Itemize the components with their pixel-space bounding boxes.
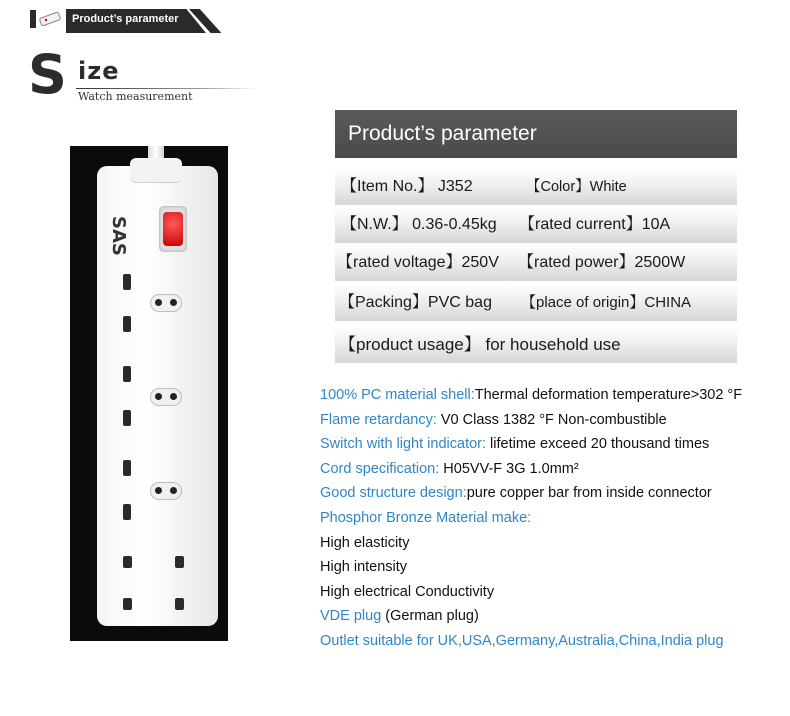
spec-line xyxy=(320,531,788,556)
spec-value: V0 Class 1382 °F Non-combustible xyxy=(436,411,667,428)
product-photo xyxy=(70,146,228,641)
power-switch xyxy=(159,206,187,252)
param-row xyxy=(335,285,737,321)
spec-label: VDE plug xyxy=(320,608,382,625)
param-row xyxy=(335,207,737,243)
param-rated-voltage: 【rated voltage】250V xyxy=(337,254,499,271)
size-underline xyxy=(76,88,256,89)
socket-dot xyxy=(175,556,184,568)
spec-line xyxy=(320,580,788,605)
socket-round xyxy=(150,294,182,312)
spec-label: Outlet suitable for UK,USA,Germany,Australia,China,India plug xyxy=(320,632,724,649)
param-net-weight: 【N.W.】 0.36-0.45kg xyxy=(341,216,497,233)
spec-label: Flame retardancy: xyxy=(320,411,437,428)
param-item-no: 【Item No.】 J352 xyxy=(341,178,473,195)
socket-slot xyxy=(123,274,131,290)
param-packing: 【Packing】PVC bag xyxy=(339,294,492,311)
size-heading xyxy=(28,43,258,106)
spec-value: High elasticity xyxy=(320,534,410,551)
size-subtitle: Watch measurement xyxy=(78,90,193,103)
socket-dot xyxy=(123,556,132,568)
param-product-usage: 【product usage】 for household use xyxy=(339,335,621,354)
spec-line xyxy=(320,555,788,580)
spec-label: Switch with light indicator: xyxy=(320,436,487,453)
socket-dot xyxy=(175,598,184,610)
spec-value: H05VV-F 3G 1.0mm² xyxy=(439,460,579,477)
spec-label: Good structure design: xyxy=(320,485,467,502)
spec-line xyxy=(320,629,788,654)
param-row xyxy=(335,245,737,281)
socket-slot xyxy=(123,504,131,520)
spec-value: Thermal deformation temperature>302 °F xyxy=(474,387,743,403)
power-strip-icon xyxy=(28,8,62,30)
spec-line xyxy=(320,408,788,433)
spec-line xyxy=(320,506,788,531)
spec-value: High intensity xyxy=(320,559,408,576)
param-row xyxy=(335,169,737,205)
spec-value: High electrical Conductivity xyxy=(320,583,495,600)
top-banner xyxy=(22,4,207,30)
socket-slot xyxy=(123,316,131,332)
param-rated-power: 【rated power】2500W xyxy=(518,254,686,271)
cord-cap xyxy=(130,158,182,183)
param-row xyxy=(335,327,737,363)
socket-round xyxy=(150,482,182,500)
socket-round xyxy=(150,388,182,406)
socket-slot xyxy=(123,460,131,476)
socket-dot xyxy=(123,598,132,610)
spec-value: pure copper bar from inside connector xyxy=(466,485,712,502)
spec-line xyxy=(320,481,788,506)
size-initial: S xyxy=(28,43,67,106)
power-strip xyxy=(97,166,218,626)
socket-slot xyxy=(123,410,131,426)
param-rated-current: 【rated current】10A xyxy=(519,216,671,233)
spec-label: Cord specification: xyxy=(320,460,440,477)
switch-indicator-light xyxy=(163,212,183,246)
spec-value: lifetime exceed 20 thousand times xyxy=(486,436,710,453)
spec-list xyxy=(320,383,788,654)
param-panel-title: Product’s parameter xyxy=(335,110,737,158)
spec-value: (German plug) xyxy=(381,608,479,625)
spec-label: Phosphor Bronze Material make: xyxy=(320,509,532,526)
size-word: ize xyxy=(78,57,120,85)
brand-logo: SAS xyxy=(108,216,129,256)
spec-line xyxy=(320,457,788,482)
socket-slot xyxy=(123,366,131,382)
spec-line xyxy=(320,604,788,629)
spec-label: 100% PC material shell: xyxy=(320,387,475,403)
param-place-of-origin: 【place of origin】CHINA xyxy=(521,294,692,311)
spec-line xyxy=(320,383,788,408)
param-color: 【Color】White xyxy=(526,179,627,195)
banner-title: Product’s parameter xyxy=(72,13,179,25)
spec-line xyxy=(320,432,788,457)
